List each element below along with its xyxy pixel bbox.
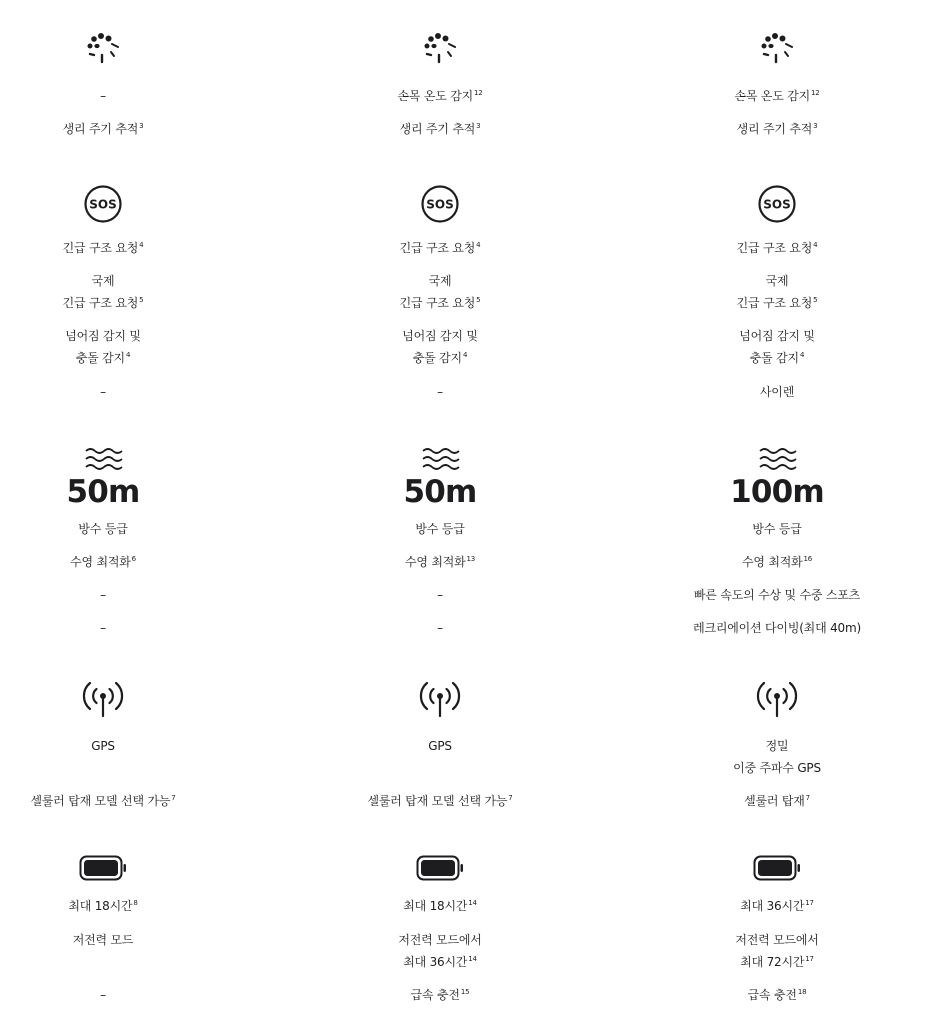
water-waves-icon <box>290 446 590 476</box>
feature-text-line: – <box>100 588 106 602</box>
footnote-marker: 5 <box>139 296 144 304</box>
water-resistance-depth: 50m <box>66 474 140 510</box>
feature-text <box>0 790 253 812</box>
footnote-marker: 4 <box>139 241 144 249</box>
gps-antenna-icon <box>0 680 253 720</box>
footnote-marker: 4 <box>476 241 481 249</box>
feature-text-line: GPS <box>428 739 452 753</box>
feature-text-line: 이중 주파수 GPS <box>733 761 821 775</box>
feature-text-line: – <box>100 385 106 399</box>
footnote-marker: 4 <box>125 351 131 359</box>
feature-text-line: 긴급 구조 요청 <box>736 241 813 255</box>
feature-text <box>0 381 253 403</box>
feature-text <box>0 85 253 107</box>
feature-text-line: 손목 온도 감지 <box>397 89 474 103</box>
gps-antenna-icon <box>290 680 590 720</box>
feature-text <box>290 551 590 573</box>
sos-icon <box>627 184 927 224</box>
feature-text <box>290 85 590 107</box>
feature-text <box>290 984 590 1006</box>
feature-text-line: 저전력 모드 <box>72 933 134 947</box>
footnote-marker: 12 <box>474 89 483 97</box>
compare-column <box>627 0 927 1031</box>
feature-text <box>290 895 590 917</box>
feature-text-line: 긴급 구조 요청 <box>736 296 813 310</box>
feature-text <box>627 270 927 314</box>
footnote-marker: 18 <box>797 988 807 996</box>
svg-text:SOS: SOS <box>89 197 117 212</box>
svg-text:SOS: SOS <box>763 197 791 212</box>
footnote-marker: 16 <box>803 555 813 563</box>
feature-text <box>627 118 927 140</box>
feature-text-line: 최대 18시간 <box>68 899 133 913</box>
feature-text <box>627 584 927 606</box>
feature-text <box>0 984 253 1006</box>
feature-text <box>290 584 590 606</box>
footnote-marker: 13 <box>466 555 476 563</box>
feature-text <box>0 617 253 639</box>
feature-text-line: 넘어짐 감지 및 <box>402 329 478 343</box>
footnote-marker: 3 <box>476 122 481 130</box>
sos-icon <box>0 184 253 224</box>
feature-text-line: 레크리에이션 다이빙(최대 40m) <box>693 621 861 635</box>
feature-text <box>0 118 253 140</box>
feature-text-line: – <box>100 89 106 103</box>
battery-icon <box>290 855 590 881</box>
footnote-marker: 7 <box>171 794 176 802</box>
feature-text-line: 국제 <box>91 274 115 288</box>
sos-icon <box>290 184 590 224</box>
feature-text-line: 생리 주기 추적 <box>399 122 476 136</box>
feature-text <box>290 929 590 973</box>
feature-text <box>0 325 253 369</box>
footnote-marker: 17 <box>805 955 814 963</box>
feature-text-line: 수영 최적화 <box>741 555 803 569</box>
feature-text-line: 급속 충전 <box>747 988 797 1002</box>
feature-text-line: GPS <box>91 739 115 753</box>
feature-text-line: 최대 36시간 <box>740 899 805 913</box>
gps-antenna-icon <box>627 680 927 720</box>
feature-text-line: 넘어짐 감지 및 <box>65 329 141 343</box>
feature-text <box>0 270 253 314</box>
feature-text <box>290 270 590 314</box>
feature-text-line: 긴급 구조 요청 <box>399 241 476 255</box>
battery-icon <box>0 855 253 881</box>
feature-text <box>0 518 253 540</box>
feature-text <box>290 617 590 639</box>
feature-text-line: 충돌 감지 <box>412 351 462 365</box>
footnote-marker: 3 <box>139 122 144 130</box>
feature-text-line: 충돌 감지 <box>75 351 125 365</box>
footnote-marker: 5 <box>813 296 818 304</box>
compare-column <box>290 0 590 1031</box>
footnote-marker: 8 <box>133 899 138 907</box>
feature-text-line: 저전력 모드에서 <box>735 933 819 947</box>
feature-text-line: 최대 36시간 <box>403 955 468 969</box>
feature-text <box>627 929 927 973</box>
footnote-marker: 7 <box>805 794 810 802</box>
temperature-sensing-icon <box>290 30 590 70</box>
feature-text <box>627 790 927 812</box>
water-resistance-depth: 50m <box>403 474 477 510</box>
svg-text:SOS: SOS <box>426 197 454 212</box>
feature-text-line: 방수 등급 <box>415 522 465 536</box>
footnote-marker: 7 <box>508 794 513 802</box>
feature-text <box>627 895 927 917</box>
footnote-marker: 6 <box>131 555 136 563</box>
feature-text-line: 셀룰러 탑재 모델 선택 가능 <box>30 794 171 808</box>
compare-column <box>0 0 253 1031</box>
feature-text-line: 긴급 구조 요청 <box>62 241 139 255</box>
feature-text-line: 충돌 감지 <box>749 351 799 365</box>
feature-text <box>627 735 927 779</box>
feature-text <box>627 617 927 639</box>
feature-text <box>290 735 590 757</box>
feature-text <box>290 518 590 540</box>
feature-text <box>290 790 590 812</box>
feature-text-line: 긴급 구조 요청 <box>399 296 476 310</box>
feature-text <box>627 984 927 1006</box>
feature-text-line: 생리 주기 추적 <box>62 122 139 136</box>
feature-text <box>290 381 590 403</box>
footnote-marker: 4 <box>799 351 805 359</box>
feature-text-line: 급속 충전 <box>410 988 460 1002</box>
feature-text <box>0 584 253 606</box>
feature-text-line: 넘어짐 감지 및 <box>739 329 815 343</box>
feature-text-line: – <box>437 385 443 399</box>
temperature-sensing-icon <box>0 30 253 70</box>
footnote-marker: 4 <box>813 241 818 249</box>
feature-text <box>290 325 590 369</box>
feature-text-line: 셀룰러 탑재 <box>744 794 805 808</box>
feature-text <box>627 551 927 573</box>
feature-text <box>0 735 253 757</box>
footnote-marker: 17 <box>805 899 814 907</box>
feature-text-line: 국제 <box>765 274 789 288</box>
footnote-marker: 4 <box>462 351 468 359</box>
feature-text-line: – <box>437 621 443 635</box>
feature-text <box>290 237 590 259</box>
water-resistance-depth: 100m <box>730 474 824 510</box>
feature-text-line: 사이렌 <box>759 385 795 399</box>
feature-text-line: 생리 주기 추적 <box>736 122 813 136</box>
feature-text-line: 수영 최적화 <box>70 555 131 569</box>
feature-text <box>0 237 253 259</box>
feature-text <box>0 895 253 917</box>
feature-text-line: 셀룰러 탑재 모델 선택 가능 <box>367 794 508 808</box>
feature-text-line: 저전력 모드에서 <box>398 933 482 947</box>
footnote-marker: 15 <box>460 988 470 996</box>
water-waves-icon <box>627 446 927 476</box>
feature-text-line: 최대 18시간 <box>403 899 468 913</box>
feature-text <box>0 551 253 573</box>
feature-text-line: 국제 <box>428 274 452 288</box>
temperature-sensing-icon <box>627 30 927 70</box>
feature-text-line: 정밀 <box>765 739 789 753</box>
footnote-marker: 14 <box>468 955 477 963</box>
feature-text <box>290 118 590 140</box>
feature-text-line: 방수 등급 <box>752 522 802 536</box>
feature-text <box>0 929 253 951</box>
battery-icon <box>627 855 927 881</box>
feature-text-line: – <box>100 621 106 635</box>
footnote-marker: 3 <box>813 122 818 130</box>
footnote-marker: 5 <box>476 296 481 304</box>
water-waves-icon <box>0 446 253 476</box>
footnote-marker: 12 <box>811 89 820 97</box>
feature-text-line: 수영 최적화 <box>404 555 466 569</box>
footnote-marker: 14 <box>468 899 477 907</box>
feature-text-line: 손목 온도 감지 <box>734 89 811 103</box>
feature-text <box>627 381 927 403</box>
feature-text <box>627 85 927 107</box>
feature-text <box>627 325 927 369</box>
feature-text-line: 최대 72시간 <box>740 955 805 969</box>
feature-text <box>627 518 927 540</box>
feature-text <box>627 237 927 259</box>
feature-text-line: 빠른 속도의 수상 및 수중 스포츠 <box>693 588 861 602</box>
feature-text-line: – <box>100 988 106 1002</box>
feature-text-line: 방수 등급 <box>78 522 128 536</box>
feature-text-line: – <box>437 588 443 602</box>
feature-text-line: 긴급 구조 요청 <box>62 296 139 310</box>
